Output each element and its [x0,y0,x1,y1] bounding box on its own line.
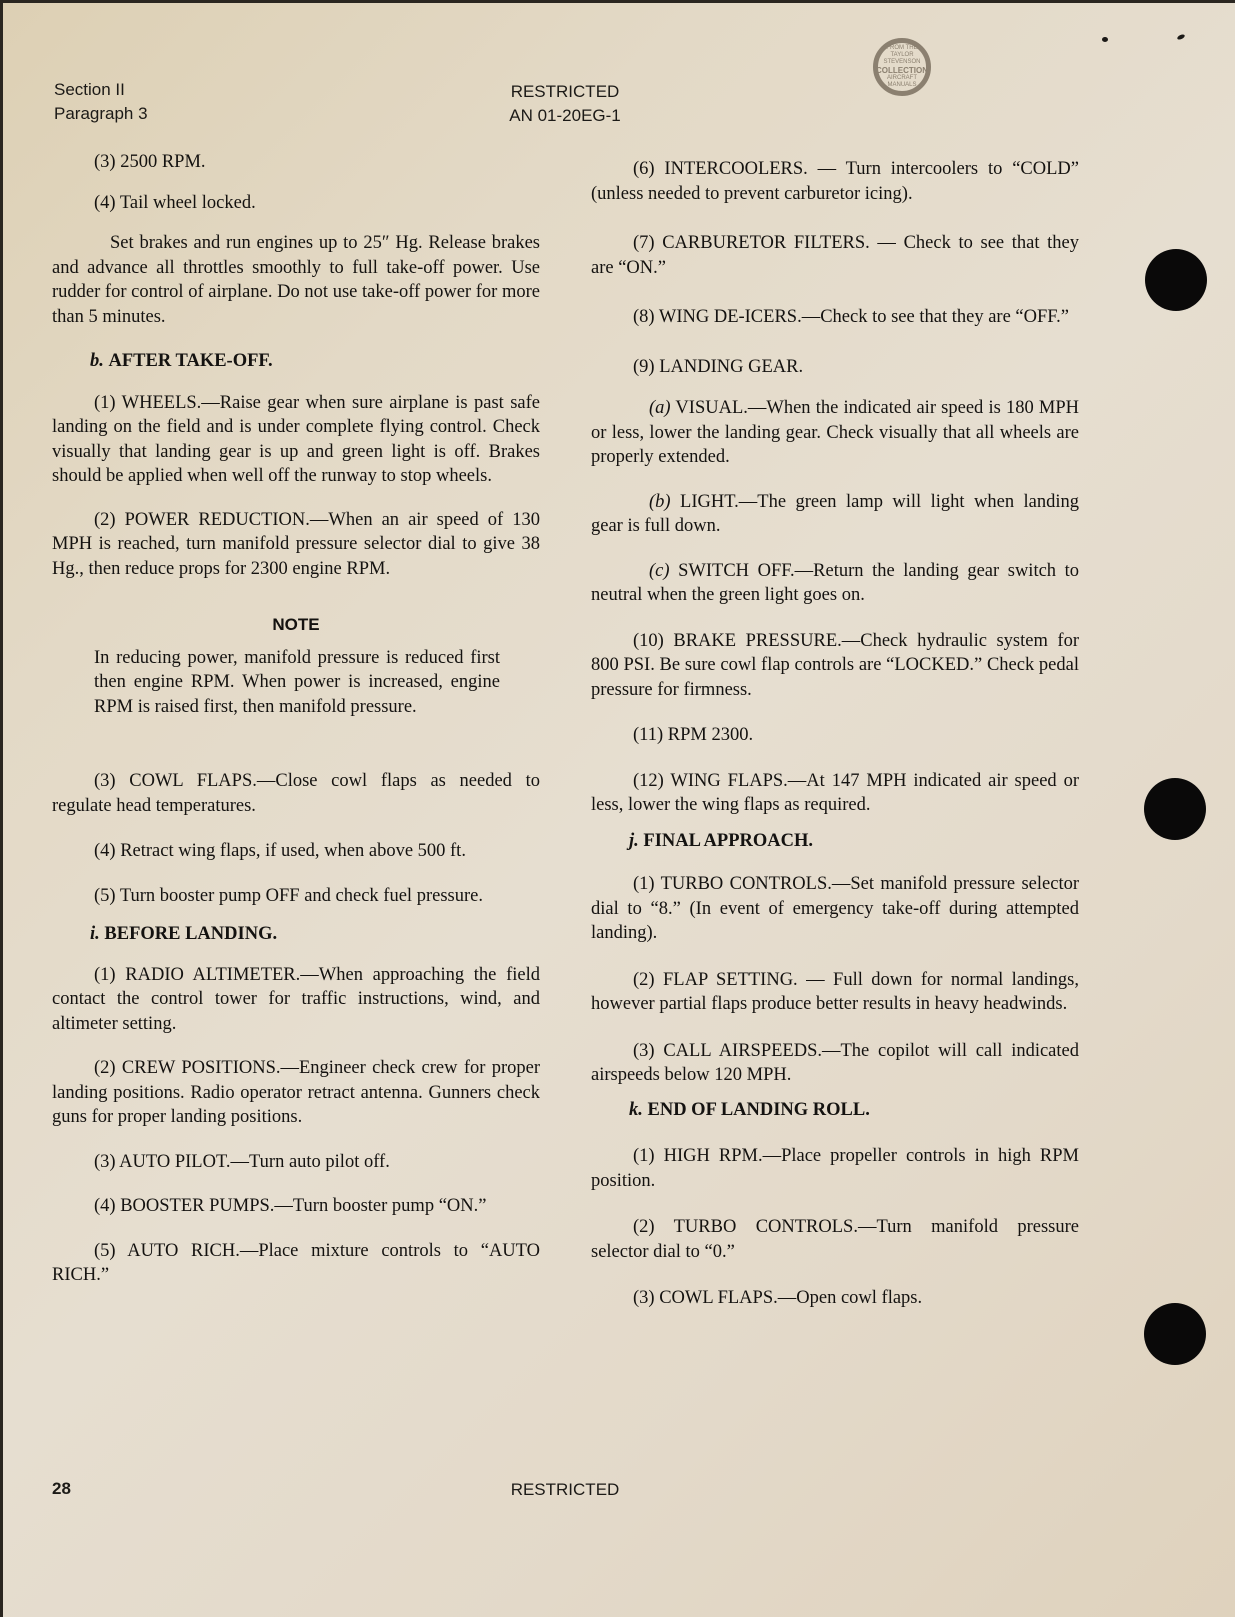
list-item: (3) CALL AIRSPEEDS.—The copilot will call indicated airspeeds below 120 MPH. [591,1040,1079,1085]
section-heading-j [591,829,1079,854]
section-letter: k. [629,1099,643,1120]
list-item: (7) CARBURETOR FILTERS. — Check to see that they are “ON.” [591,233,1079,278]
left-column [52,150,540,1288]
sub-item-letter: (c) [649,560,670,581]
binder-hole-icon [1145,249,1207,311]
stamp-text: TAYLOR [890,52,914,58]
list-item: (3) AUTO PILOT.—Turn auto pilot off. [94,1151,390,1172]
list-item: (3) 2500 RPM. [94,152,206,172]
ink-speck [1102,37,1108,42]
right-column [591,157,1079,1311]
paragraph: Set brakes and run engines up to 25″ Hg. Release brakes and advance all throttles smoothly to full take-off power. Use rudder for control of airplane. Do not use take-off power for more than 5 minutes. [52,233,540,327]
section-title: END OF LANDING ROLL. [647,1099,870,1120]
header-document-info [470,80,660,128]
list-item: (1) WHEELS.—Raise gear when sure airplane is past safe landing on the field and is under complete flying control. Check visually that landing gear is up and green light is off. Brakes should be applied when well off the runway to stop wheels. [52,392,540,486]
section-letter: j. [629,830,639,851]
list-item: (4) Tail wheel locked. [94,192,256,213]
sub-item-letter: (b) [649,491,671,512]
page-number: 28 [52,1479,71,1498]
list-item: (2) POWER REDUCTION.—When an air speed of 130 MPH is reached, turn manifold pressure selector dial to give 38 Hg., then reduce props for 2300 engine RPM. [52,509,540,579]
section-title: FINAL APPROACH. [643,830,813,851]
list-item: (3) COWL FLAPS.—Open cowl flaps. [633,1288,923,1308]
sub-item [591,559,1079,608]
page-edge-left [0,0,3,1617]
footer-classification: RESTRICTED [510,1480,620,1499]
sub-item-text: SWITCH OFF.—Return the landing gear switch to neutral when the green light goes on. [591,560,1079,605]
list-item: (3) COWL FLAPS.—Close cowl flaps as needed to regulate head temperatures. [52,771,540,816]
sub-item [591,396,1079,470]
section-label: Section II [54,80,125,99]
list-item: (6) INTERCOOLERS. — Turn intercoolers to “COLD” (unless needed to prevent carburetor icing). [591,159,1079,204]
list-item: (12) WING FLAPS.—At 147 MPH indicated air speed or less, lower the wing flaps as required. [591,770,1079,815]
document-number: AN 01-20EG-1 [509,106,621,125]
list-item: (5) Turn booster pump OFF and check fuel pressure. [94,885,483,906]
binder-hole-icon [1144,778,1206,840]
section-letter: i. [90,924,100,944]
note-body: In reducing power, manifold pressure is reduced first then engine RPM. When power is increased, engine RPM is raised first, then manifold pressure. [94,647,500,717]
list-item: (1) RADIO ALTIMETER.—When approaching the field contact the control tower for traffic instructions, wind, and altimeter setting. [52,964,540,1034]
stamp-text: AIRCRAFT [887,75,917,81]
page-edge-top [0,0,1235,3]
note-title: NOTE [272,615,320,634]
section-letter: b. [90,351,104,371]
stamp-text: STEVENSON [883,59,921,65]
sub-item-text: VISUAL.—When the indicated air speed is 180 MPH or less, lower the landing gear. Check visually that all wheels are properly extended. [591,398,1079,467]
list-item: (2) CREW POSITIONS.—Engineer check crew for proper landing positions. Radio operator retract antenna. Gunners check guns for proper landing positions. [52,1058,540,1127]
stamp-text: COLLECTION [876,66,928,75]
list-item: (1) TURBO CONTROLS.—Set manifold pressure selector dial to “8.” (In event of emergency take-off during attempted landing). [591,874,1079,943]
header-section-info [54,78,148,126]
sub-item-text: LIGHT.—The green lamp will light when landing gear is full down. [591,491,1080,536]
list-item: (2) TURBO CONTROLS.—Turn manifold pressure selector dial to “0.” [591,1217,1079,1262]
stamp-text: MANUALS [887,82,917,88]
list-item: (10) BRAKE PRESSURE.—Check hydraulic system for 800 PSI. Be sure cowl flap controls are “LOCKED.” Check pedal pressure for firmness. [591,630,1079,700]
list-item: (5) AUTO RICH.—Place mixture controls to “AUTO RICH.” [52,1240,540,1285]
stamp-text: FROM THE [886,45,918,51]
section-title: AFTER TAKE-OFF. [108,351,273,371]
list-item: (9) LANDING GEAR. [633,356,804,377]
ink-speck [1177,33,1186,40]
sub-item [591,490,1079,539]
sub-item-letter: (a) [649,398,671,418]
list-item: (4) BOOSTER PUMPS.—Turn booster pump “ON.” [94,1196,487,1216]
binder-hole-icon [1144,1303,1206,1365]
paragraph-label: Paragraph 3 [54,104,148,123]
section-heading-k [591,1098,1079,1123]
list-item: (1) HIGH RPM.—Place propeller controls in high RPM position. [591,1146,1079,1191]
list-item: (11) RPM 2300. [633,725,754,745]
section-heading-i [52,922,540,947]
classification-label: RESTRICTED [510,82,620,101]
list-item: (4) Retract wing flaps, if used, when above 500 ft. [94,841,466,861]
list-item: (8) WING DE-ICERS.—Check to see that they are “OFF.” [633,307,1069,327]
collection-stamp-icon [873,38,931,96]
section-heading-b [52,349,540,374]
section-title: BEFORE LANDING. [104,924,278,944]
list-item: (2) FLAP SETTING. — Full down for normal landings, however partial flaps produce better results in heavy headwinds. [591,969,1079,1014]
